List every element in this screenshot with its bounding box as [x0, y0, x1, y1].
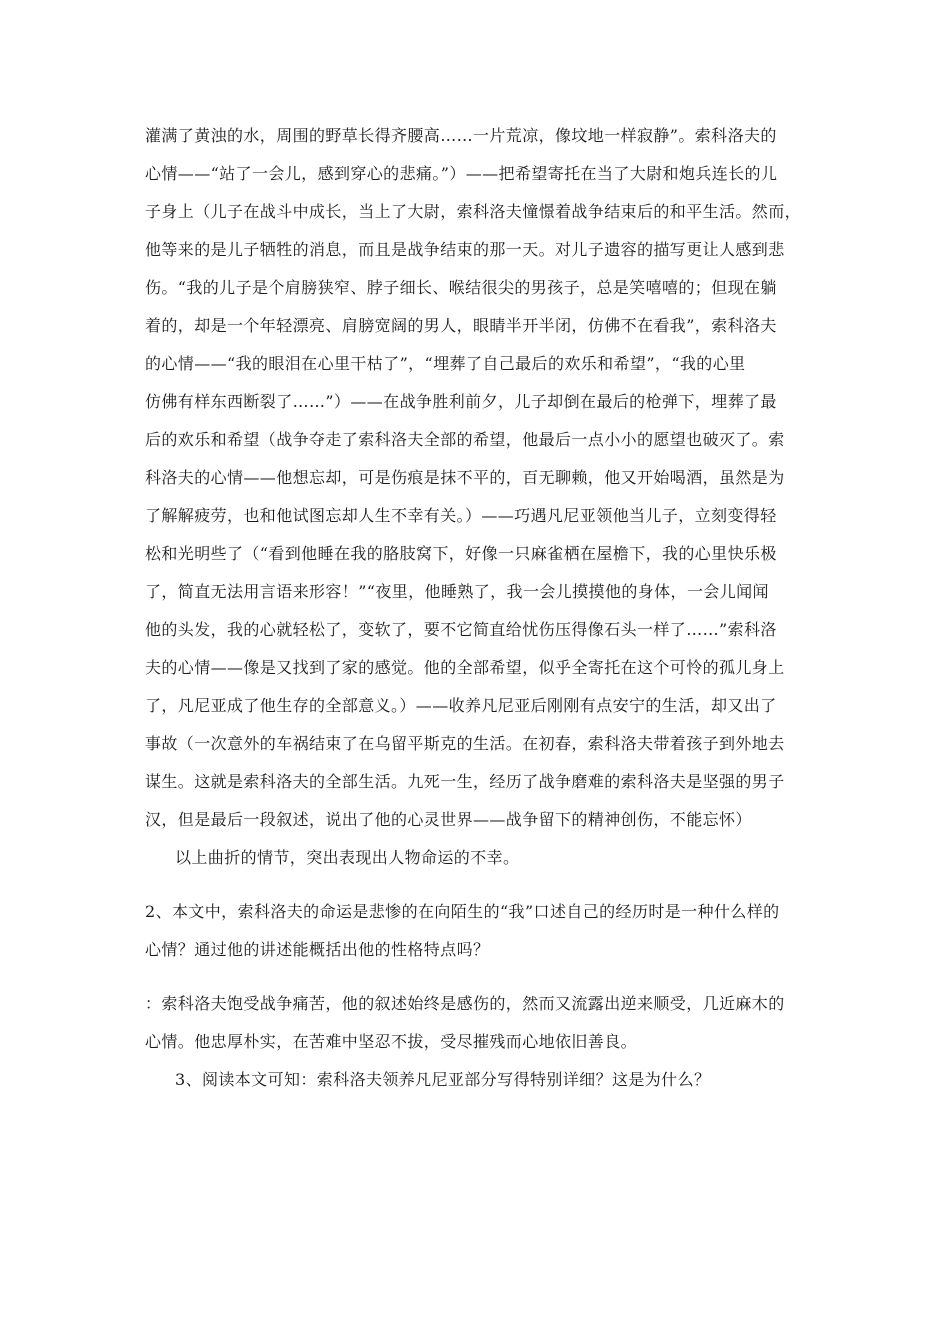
- question-2-line: 2、本文中，索科洛夫的命运是悲惨的在向陌生的“我”口述自己的经历时是一种什么样的: [145, 902, 780, 921]
- paragraph-line: 科洛夫的心情——他想忘却，可是伤痕是抹不平的，百无聊赖，他又开始喝酒，虽然是为: [145, 468, 785, 487]
- summary-line: 以上曲折的情节，突出表现出人物命运的不幸。: [175, 848, 520, 867]
- paragraph-line: 谋生。这就是索科洛夫的全部生活。九死一生，经历了战争磨难的索科洛夫是坚强的男子: [145, 772, 785, 791]
- paragraph-line: 灌满了黄浊的水，周围的野草长得齐腰高……一片荒凉，像坟地一样寂静”。索科洛夫的: [145, 126, 777, 145]
- paragraph-line: 汉，但是最后一段叙述，说出了他的心灵世界——战争留下的精神创伤，不能忘怀）: [145, 810, 752, 829]
- paragraph-line: 仿佛有样东西断裂了……”）——在战争胜利前夕，儿子却倒在最后的枪弹下，埋葬了最: [145, 392, 777, 411]
- paragraph-line: 夫的心情——像是又找到了家的感觉。他的全部希望，似乎全寄托在这个可怜的孤儿身上: [145, 658, 785, 677]
- paragraph-line: 他的头发，我的心就轻松了，变软了，要不它简直给忧伤压得像石头一样了……”索科洛: [145, 620, 777, 639]
- paragraph-line: 了，凡尼亚成了他生存的全部意义。）——收养凡尼亚后刚刚有点安宁的生活，却又出了: [145, 696, 777, 715]
- paragraph-line: 后的欢乐和希望（战争夺走了索科洛夫全部的希望，他最后一点小小的愿望也破灭了。索: [145, 430, 785, 449]
- paragraph-line: 松和光明些了（“看到他睡在我的胳肢窝下，好像一只麻雀栖在屋檐下，我的心里快乐极: [145, 544, 777, 563]
- paragraph-line: 了，简直无法用言语来形容！”“夜里，他睡熟了，我一会儿摸摸他的身体，一会儿闻闻: [145, 582, 769, 601]
- paragraph-line: 子身上（儿子在战斗中成长，当上了大尉，索科洛夫憧憬着战争结束后的和平生活。然而，: [145, 202, 802, 221]
- paragraph-line: 的心情——“我的眼泪在心里干枯了”，“埋葬了自己最后的欢乐和希望”，“我的心里: [145, 354, 746, 373]
- answer-2-line: ：索科洛夫饱受战争痛苦，他的叙述始终是感伤的，然而又流露出逆来顺受，几近麻木的: [145, 994, 785, 1013]
- paragraph-line: 了解解疲劳，也和他试图忘却人生不幸有关。）——巧遇凡尼亚领他当儿子，立刻变得轻: [145, 506, 777, 525]
- answer-2-line: 心情。他忠厚朴实，在苦难中坚忍不拔，受尽摧残而心地依旧善良。: [145, 1032, 638, 1051]
- paragraph-line: 着的，却是一个年轻漂亮、肩膀宽阔的男人，眼睛半开半闭，仿佛不在看我”，索科洛夫: [145, 316, 777, 335]
- paragraph-line: 伤。“我的儿子是个肩膀狭窄、脖子细长、喉结很尖的男孩子，总是笑嘻嘻的；但现在躺: [145, 278, 777, 297]
- paragraph-line: 他等来的是儿子牺牲的消息，而且是战争结束的那一天。对儿子遗容的描写更让人感到悲: [145, 240, 785, 259]
- question-2-line: 心情？通过他的讲述能概括出他的性格特点吗？: [145, 940, 490, 959]
- paragraph-line: 事故（一次意外的车祸结束了在乌留平斯克的生活。在初春，索科洛夫带着孩子到外地去: [145, 734, 785, 753]
- question-3-line: 3、阅读本文可知：索科洛夫领养凡尼亚部分写得特别详细？这是为什么？: [175, 1070, 711, 1089]
- paragraph-line: 心情——“站了一会儿，感到穿心的悲痛。”）——把希望寄托在当了大尉和炮兵连长的儿: [145, 164, 778, 183]
